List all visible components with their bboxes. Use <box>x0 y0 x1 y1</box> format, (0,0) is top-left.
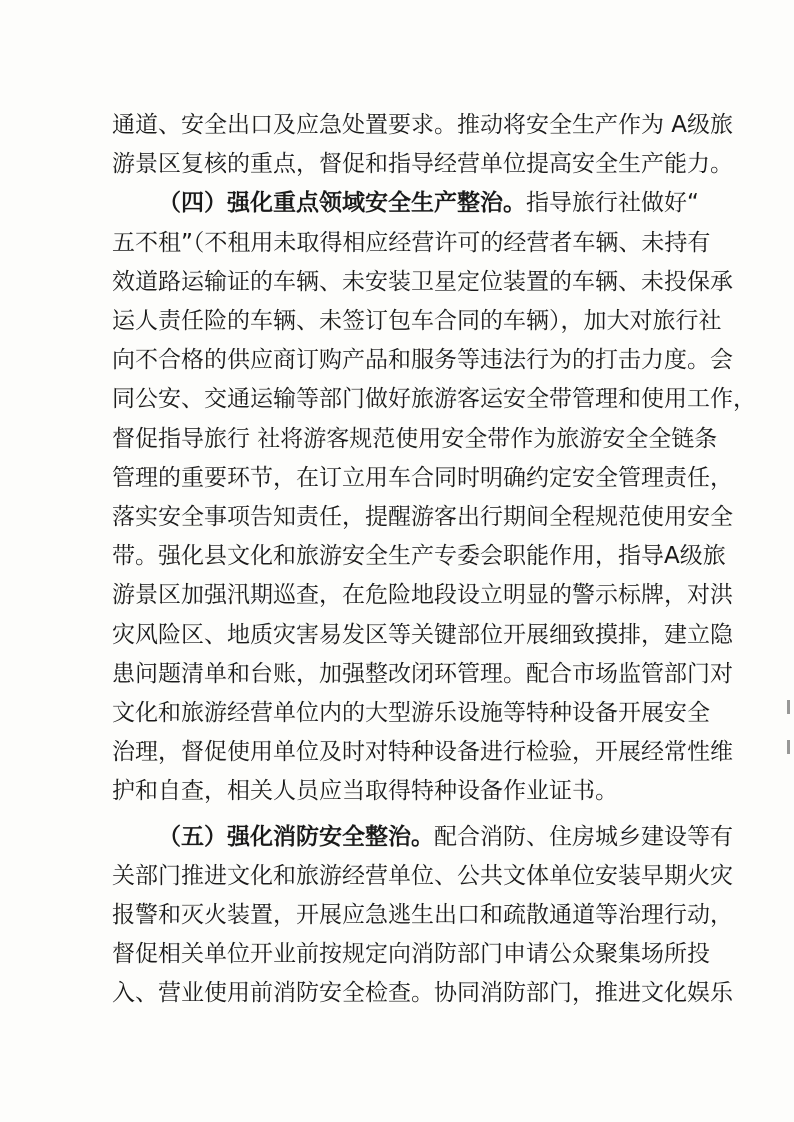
paragraph-line: 带。强化县文化和旅游安全生产专委会职能作用，指导A级旅 <box>112 543 726 569</box>
paragraph-line: 游景区加强汛期巡查，在危险地段设立明显的警示标牌，对洪 <box>112 582 733 608</box>
section-4-text: 指导旅行社做好“ <box>526 190 699 216</box>
paragraph-line: 管理的重要环节，在订立用车合同时明确约定安全管理责任， <box>112 465 733 491</box>
paragraph-line: 同公安、交通运输等部门做好旅游客运安全带管理和使用工作， <box>112 386 756 412</box>
paragraph-line: 五不租”（不租用未取得相应经营许可的经营者车辆、未持有 <box>112 230 711 256</box>
section-5-heading: （五）强化消防安全整治。 <box>158 824 434 850</box>
paragraph-line: 运人责任险的车辆、未签订包车合同的车辆），加大对旅行社 <box>112 308 722 334</box>
paragraph-line: 向不合格的供应商订购产品和服务等违法行为的打击力度。会 <box>112 347 733 373</box>
paragraph-line: 落实安全事项告知责任，提醒游客出行期间全程规范使用安全 <box>112 504 733 530</box>
paragraph-line: 督促指导旅行 社将游客规范使用安全带作为旅游安全全链条 <box>112 426 718 452</box>
paragraph-line: 护和自查，相关人员应当取得特种设备作业证书。 <box>112 778 618 804</box>
paragraph-line: 文化和旅游经营单位内的大型游乐设施等特种设备开展安全 <box>112 700 710 726</box>
paragraph-line: 患问题清单和台账，加强整改闭环管理。配合市场监管部门对 <box>112 661 733 687</box>
paragraph-line: 通道、安全出口及应急处置要求。推动将安全生产作为 A级旅 <box>112 112 734 138</box>
paragraph-line: 关部门推进文化和旅游经营单位、公共文体单位安装早期火灾 <box>112 863 733 889</box>
paragraph-line: 灾风险区、地质灾害易发区等关键部位开展细致摸排，建立隐 <box>112 622 733 648</box>
section-4-first-line <box>158 186 699 220</box>
section-5-first-line <box>158 820 733 854</box>
paragraph-line: 效道路运输证的车辆、未安装卫星定位装置的车辆、未投保承 <box>112 269 733 295</box>
paragraph-line: 入、营业使用前消防安全检查。协同消防部门，推进文化娱乐 <box>112 980 733 1006</box>
paragraph-line: 报警和灭火装置，开展应急逃生出口和疏散通道等治理行动， <box>112 902 733 928</box>
paragraph-line: 治理，督促使用单位及时对特种设备进行检验，开展经常性维 <box>112 739 733 765</box>
scan-edge-mark <box>787 740 790 754</box>
section-5-text: 配合消防、住房城乡建设等有 <box>434 824 733 850</box>
paragraph-line: 游景区复核的重点，督促和指导经营单位提高安全生产能力。 <box>112 151 733 177</box>
section-4-heading: （四）强化重点领域安全生产整治。 <box>158 190 526 216</box>
scan-edge-mark <box>787 700 790 714</box>
paragraph-line: 督促相关单位开业前按规定向消防部门申请公众聚集场所投 <box>112 941 710 967</box>
